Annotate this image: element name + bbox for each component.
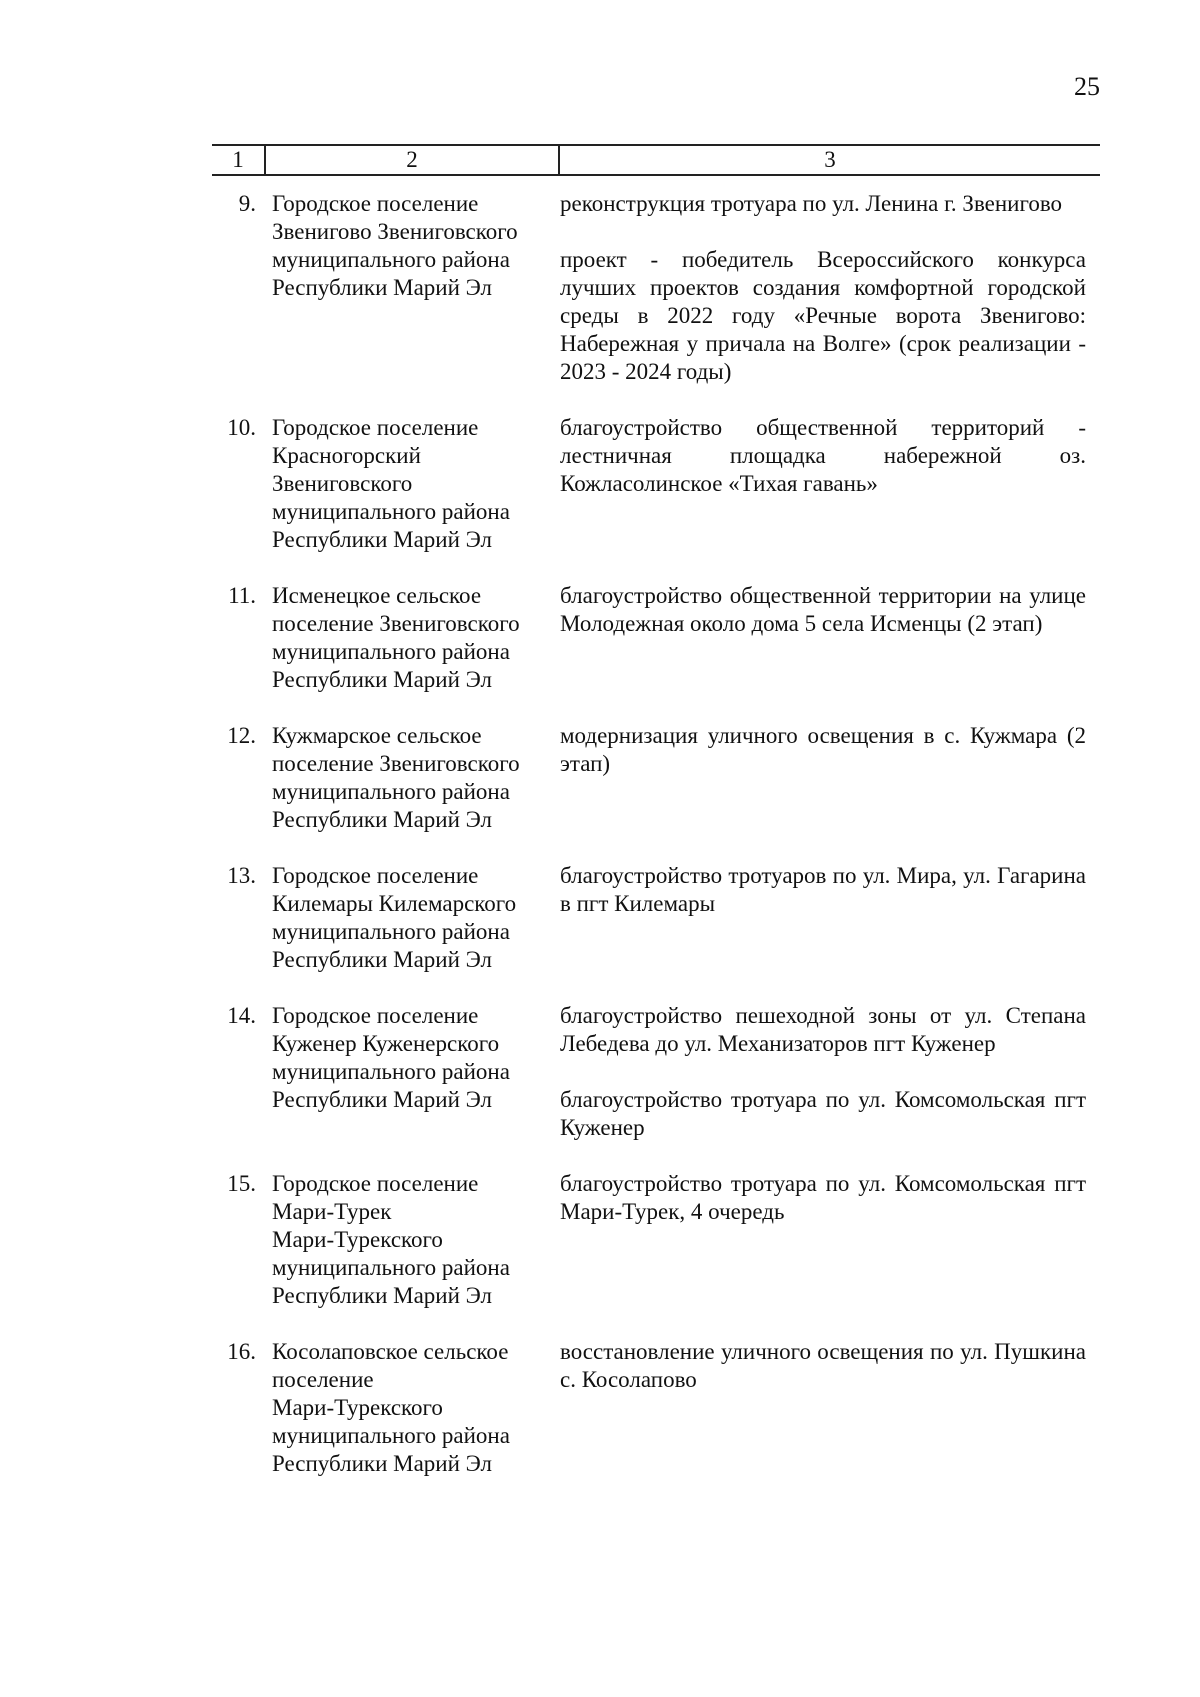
table-row [212, 190, 1100, 386]
row-number: 16. [227, 1339, 256, 1364]
municipality-name-line: Республики Марий Эл [272, 667, 493, 692]
municipality-name-line: Городское поселение [272, 1003, 479, 1028]
municipality-name-line: Мари-Турекского [272, 1395, 443, 1420]
column-header-3: 3 [558, 146, 1100, 174]
project-description [560, 414, 1086, 498]
municipality-name-line: Кужмарское сельское [272, 723, 482, 748]
project-paragraph: благоустройство пешеходной зоны от ул. Степана Лебедева до ул. Механизаторов пгт Куженер [560, 1003, 1086, 1056]
municipality-name-line: Исменецкое сельское [272, 583, 482, 608]
table-row [212, 862, 1100, 974]
municipality-name [270, 582, 560, 694]
municipality-name-line: муниципального района [272, 1423, 510, 1448]
municipality-name-line: Республики Марий Эл [272, 527, 493, 552]
municipality-name-line: Мари-Турек [272, 1199, 392, 1224]
municipality-name-line: Республики Марий Эл [272, 275, 493, 300]
row-number: 10. [227, 415, 256, 440]
municipality-name-line: муниципального района [272, 919, 510, 944]
table-body [212, 190, 1100, 1506]
municipality-name [270, 722, 560, 834]
row-number: 15. [227, 1171, 256, 1196]
municipality-name-line: Городское поселение [272, 863, 479, 888]
municipality-name-line: Звениговского [272, 471, 413, 496]
table-row [212, 1002, 1100, 1142]
municipality-name [270, 862, 560, 974]
municipality-name-line: Городское поселение [272, 1171, 479, 1196]
column-header-2: 2 [264, 146, 558, 174]
table-header [212, 144, 1100, 176]
municipality-name-line: Городское поселение [272, 191, 479, 216]
project-paragraph: благоустройство тротуара по ул. Комсомольская пгт Куженер [560, 1087, 1086, 1140]
municipality-name-line: Республики Марий Эл [272, 947, 493, 972]
project-paragraph: модернизация уличного освещения в с. Кужмара (2 этап) [560, 723, 1086, 776]
municipality-name [270, 1338, 560, 1478]
table-row [212, 414, 1100, 554]
municipality-name-line: Красногорский [272, 443, 421, 468]
municipality-name-line: поселение Звениговского [272, 751, 520, 776]
column-header-1: 1 [232, 147, 244, 172]
row-number: 14. [227, 1003, 256, 1028]
municipality-name-line: муниципального района [272, 1255, 510, 1280]
municipality-name-line: муниципального района [272, 639, 510, 664]
municipality-name-line: муниципального района [272, 499, 510, 524]
municipality-name-line: Звенигово Звениговского [272, 219, 518, 244]
project-paragraph: благоустройство тротуара по ул. Комсомольская пгт Мари-Турек, 4 очередь [560, 1171, 1086, 1224]
project-description [560, 1170, 1086, 1226]
table-row [212, 1170, 1100, 1310]
municipality-name [270, 190, 560, 302]
project-paragraph: реконструкция тротуара по ул. Ленина г. Звенигово [560, 191, 1063, 216]
project-paragraph: восстановление уличного освещения по ул. Пушкина с. Косолапово [560, 1339, 1086, 1392]
municipality-name [270, 1170, 560, 1310]
municipality-name [270, 1002, 560, 1114]
project-paragraph: благоустройство общественной территории на улице Молодежная около дома 5 села Исменцы (2 этап) [560, 583, 1086, 636]
municipality-name-line: Республики Марий Эл [272, 1283, 493, 1308]
municipality-name-line: поселение Звениговского [272, 611, 520, 636]
project-paragraph: благоустройство общественной территорий - лестничная площадка набережной оз. Кожласолинское «Тихая гавань» [560, 415, 1086, 496]
project-description [560, 190, 1086, 386]
municipality-name-line: муниципального района [272, 1059, 510, 1084]
municipality-name-line: муниципального района [272, 247, 510, 272]
municipality-name-line: Куженер Куженерского [272, 1031, 500, 1056]
project-paragraph: благоустройство тротуаров по ул. Мира, ул. Гагарина в пгт Килемары [560, 863, 1086, 916]
row-number: 12. [227, 723, 256, 748]
page-number: 25 [1074, 72, 1100, 101]
table-row [212, 722, 1100, 834]
municipality-name-line: Мари-Турекского [272, 1227, 443, 1252]
project-description [560, 722, 1086, 778]
row-number: 9. [238, 191, 256, 216]
municipality-name-line: поселение [272, 1367, 374, 1392]
project-description [560, 582, 1086, 638]
municipality-name-line: Килемары Килемарского [272, 891, 517, 916]
municipality-name-line: Республики Марий Эл [272, 1451, 493, 1476]
municipality-name-line: муниципального района [272, 779, 510, 804]
municipality-name-line: Косолаповское сельское [272, 1339, 509, 1364]
project-paragraph: проект - победитель Всероссийского конкурса лучших проектов создания комфортной городской среды в 2022 году «Речные ворота Звенигово: Набережная у причала на Волге» (срок реализации - 2023 - 2024 годы) [560, 247, 1086, 384]
municipality-name-line: Республики Марий Эл [272, 1087, 493, 1112]
municipality-name-line: Городское поселение [272, 415, 479, 440]
table-row [212, 1338, 1100, 1478]
row-number: 13. [227, 863, 256, 888]
project-description [560, 862, 1086, 918]
municipality-name-line: Республики Марий Эл [272, 807, 493, 832]
municipality-name [270, 414, 560, 554]
table-row [212, 582, 1100, 694]
row-number: 11. [228, 583, 256, 608]
project-description [560, 1338, 1086, 1394]
project-description [560, 1002, 1086, 1142]
